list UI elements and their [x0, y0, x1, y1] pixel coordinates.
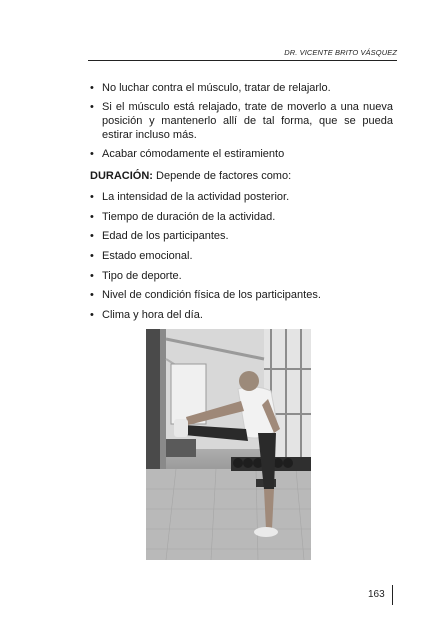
duration-label: DURACIÓN:: [90, 170, 153, 182]
bullet-icon: •: [90, 289, 94, 302]
list-item-text: La intensidad de la actividad posterior.: [102, 191, 290, 203]
page-number: 163: [368, 589, 385, 600]
list-item-text: No luchar contra el músculo, tratar de relajarlo.: [102, 82, 331, 94]
bullet-icon: •: [90, 269, 94, 282]
list-item: [90, 308, 393, 322]
duration-heading: [90, 169, 393, 183]
stretching-photo: [146, 329, 311, 560]
list-item-text: Acabar cómodamente el estiramiento: [102, 148, 285, 160]
list-item: [90, 249, 393, 263]
bullet-icon: •: [90, 250, 94, 263]
list-item: [90, 81, 393, 95]
recommendations-list: [90, 81, 393, 166]
list-item: [90, 269, 393, 283]
bullet-icon: •: [90, 191, 94, 203]
header-rule: [88, 60, 397, 61]
list-item-text: Si el músculo está relajado, trate de moverlo a una nueva posición y mantenerlo allí de tal forma, que se pueda estirar incluso más.: [102, 101, 393, 141]
list-item: [90, 147, 393, 161]
list-item: [90, 288, 393, 302]
list-item-text: Edad de los participantes.: [102, 230, 229, 243]
bullet-icon: •: [90, 82, 94, 94]
page-number-rule: [392, 585, 393, 605]
list-item: [90, 100, 393, 142]
bullet-icon: •: [90, 230, 94, 243]
duration-text: Depende de factores como:: [152, 170, 292, 182]
list-item: [90, 190, 393, 204]
list-item: [90, 210, 393, 224]
list-item-text: Estado emocional.: [102, 250, 193, 263]
list-item-text: Nivel de condición física de los participantes.: [102, 289, 321, 302]
duration-factors-list: [90, 190, 393, 328]
list-item-text: Tipo de deporte.: [102, 269, 182, 282]
bullet-icon: •: [90, 148, 94, 160]
bullet-icon: •: [90, 210, 94, 223]
stretching-photo-illustration: [146, 329, 311, 560]
list-item-text: Clima y hora del día.: [102, 309, 203, 322]
bullet-icon: •: [90, 101, 94, 113]
list-item-text: Tiempo de duración de la actividad.: [102, 210, 276, 223]
bullet-icon: •: [90, 309, 94, 322]
running-header-author: DR. VICENTE BRITO VÁSQUEZ: [284, 48, 397, 57]
list-item: [90, 229, 393, 243]
